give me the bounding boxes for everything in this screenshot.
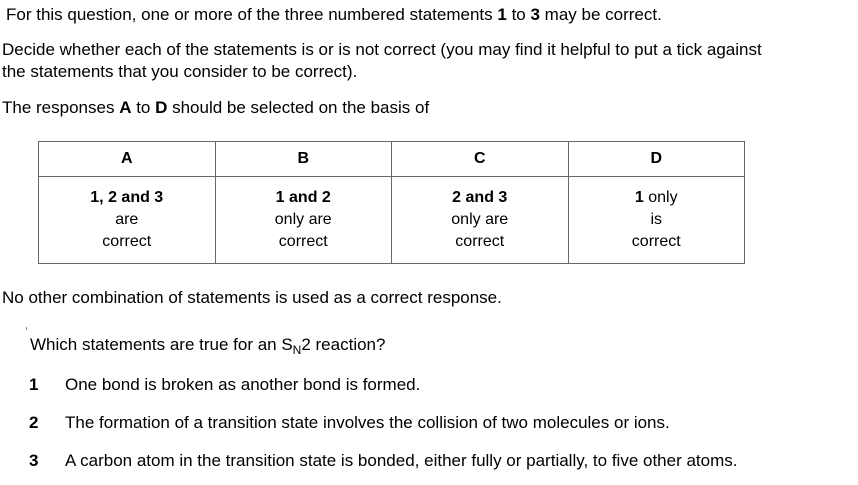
statement-text: The formation of a transition state involves the collision of two molecules or ions.: [65, 413, 670, 432]
response-key-body-row: [39, 177, 745, 264]
instructions-bold: A: [119, 98, 132, 117]
statement-number: 3: [29, 451, 39, 470]
cell-text: is: [650, 211, 663, 228]
question-text: Which statements are true for an S: [30, 335, 293, 354]
cell-text: correct: [455, 233, 505, 250]
response-key-header-d: D: [568, 142, 745, 177]
statement-number: 1: [29, 375, 39, 394]
stray-mark: [26, 327, 27, 330]
cell-text: correct: [278, 233, 328, 250]
instructions-line-3: [2, 98, 429, 118]
cell-bold-text: 1, 2 and 3: [90, 189, 164, 206]
cell-text: only are: [451, 211, 509, 228]
instructions-bold: 1: [497, 5, 507, 24]
response-key-header-a: A: [39, 142, 216, 177]
instructions-text: The responses: [2, 98, 120, 117]
instructions-line-2b: the statements that you consider to be correct).: [2, 62, 358, 81]
question-subscript: N: [292, 343, 302, 357]
instructions-text: may be correct.: [539, 5, 662, 24]
cell-text: are: [115, 211, 139, 228]
response-key-cell-d: [568, 177, 745, 264]
question-stem: [30, 335, 385, 355]
cell-bold-text: 1 and 2: [275, 189, 331, 206]
cell-text: only: [643, 189, 678, 206]
response-key-cell-b: [215, 177, 392, 264]
statement-2: [29, 413, 670, 433]
instructions-line-1: [6, 5, 662, 25]
cell-bold-text: 2 and 3: [452, 189, 508, 206]
response-key-cell-c: [392, 177, 569, 264]
statement-text: One bond is broken as another bond is formed.: [65, 375, 421, 394]
cell-text: correct: [102, 233, 152, 250]
statement-text: A carbon atom in the transition state is bonded, either fully or partially, to five other atoms.: [65, 451, 738, 470]
instructions-bold: 3: [530, 5, 540, 24]
instructions-line-2a: Decide whether each of the statements is or is not correct (you may find it helpful to put a tick against: [2, 40, 762, 59]
instructions-text: For this question, one or more of the three numbered statements: [6, 5, 498, 24]
statement-number: 2: [29, 413, 39, 432]
cell-text: only are: [274, 211, 332, 228]
instructions-text: should be selected on the basis of: [167, 98, 430, 117]
no-other-combination-note: No other combination of statements is used as a correct response.: [2, 288, 502, 307]
instructions-text: to: [506, 5, 531, 24]
instructions-text: to: [131, 98, 156, 117]
cell-text: correct: [631, 233, 681, 250]
response-key-header-c: C: [392, 142, 569, 177]
instructions-bold: D: [155, 98, 168, 117]
statement-1: [29, 375, 420, 395]
response-key-table: [38, 141, 745, 264]
question-text: 2 reaction?: [301, 335, 386, 354]
response-key-header-row: [39, 142, 745, 177]
cell-bold-text: 1: [634, 189, 644, 206]
response-key-cell-a: [39, 177, 216, 264]
response-key-header-b: B: [215, 142, 392, 177]
statement-3: [29, 451, 737, 471]
